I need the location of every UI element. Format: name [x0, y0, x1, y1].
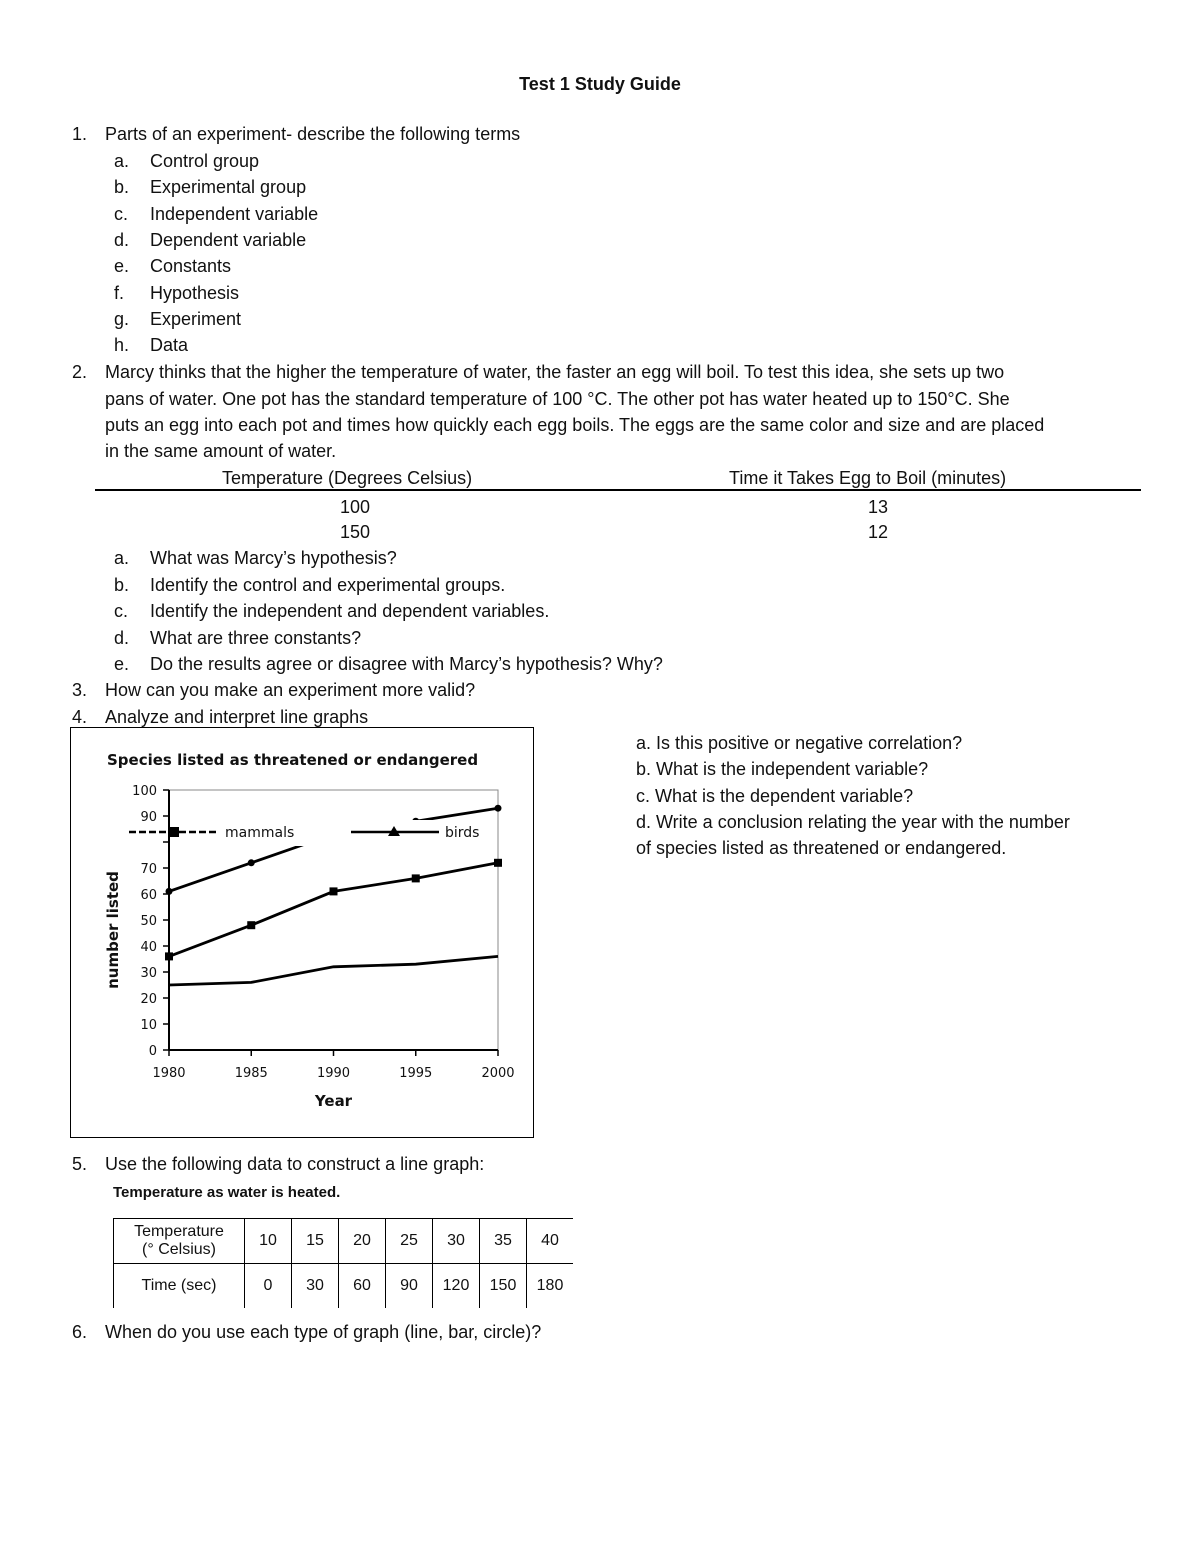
table-row-label: Time (sec)	[114, 1264, 245, 1309]
q4-side-question: d. Write a conclusion relating the year with the number	[636, 812, 1070, 832]
temp-label-line-1: Temperature	[134, 1223, 224, 1240]
q6-text: When do you use each type of graph (line, bar, circle)?	[105, 1322, 542, 1342]
q1-item-text: Control group	[150, 151, 260, 171]
temp-label-line-2: (° Celsius)	[142, 1241, 216, 1258]
table-cell: 90	[386, 1264, 433, 1309]
y-tick-label: 100	[132, 784, 157, 799]
egg-table-header-temp: Temperature (Degrees Celsius)	[222, 468, 473, 488]
y-tick-label: 10	[140, 1018, 157, 1033]
q3-text: How can you make an experiment more valid?	[105, 680, 476, 700]
q1-item-text: Hypothesis	[150, 282, 240, 303]
q1-item-text: Independent variable	[150, 203, 319, 224]
q4-side-question: of species listed as threatened or endangered.	[636, 838, 1007, 858]
q6-number: 6.	[72, 1322, 88, 1342]
table-row	[114, 1264, 574, 1309]
series-point	[495, 805, 502, 812]
table-cell: 10	[245, 1219, 292, 1264]
table-cell: 0	[245, 1264, 292, 1309]
y-tick-label: 0	[148, 1044, 157, 1059]
table-row-label	[114, 1219, 245, 1264]
y-tick-label: 70	[140, 862, 157, 877]
q4-side-question: b. What is the independent variable?	[636, 759, 929, 779]
series-line-2	[169, 863, 498, 957]
x-tick-label: 1995	[399, 1066, 433, 1081]
q2-item-letter: a.	[114, 548, 130, 568]
egg-table-cell: 12	[868, 522, 889, 542]
table-cell: 180	[527, 1264, 574, 1309]
series-point	[248, 859, 255, 866]
q1-item-letter: f.	[114, 282, 125, 303]
q1-item-text: Dependent variable	[150, 229, 307, 250]
series-line-3	[169, 956, 498, 985]
q4-text: Analyze and interpret line graphs	[105, 707, 369, 727]
egg-table-header-time: Time it Takes Egg to Boil (minutes)	[729, 468, 1007, 488]
temperature-data-table	[113, 1218, 573, 1308]
chart-title: Species listed as threatened or endangered	[107, 751, 479, 769]
q2-item-letter: c.	[114, 601, 129, 621]
x-tick-label: 1985	[234, 1066, 268, 1081]
legend-marker-mammals	[169, 827, 179, 837]
y-tick-label: 50	[140, 914, 157, 929]
table-cell: 120	[433, 1264, 480, 1309]
y-tick-label: 20	[140, 992, 157, 1007]
q1-item-letter: c.	[114, 203, 129, 224]
q2-line-3: puts an egg into each pot and times how quickly each egg boils. The eggs are the same color and size and are placed	[105, 415, 1045, 435]
legend-label-mammals: mammals	[225, 825, 295, 841]
egg-table-rule	[95, 489, 1141, 491]
series-point	[247, 921, 255, 929]
q1-item-letter: a.	[114, 151, 130, 171]
series-point	[165, 952, 173, 960]
q2-line-2: pans of water. One pot has the standard temperature of 100 °C. The other pot has water heated up to 150°C. She	[105, 389, 1010, 409]
q5-text: Use the following data to construct a line graph:	[105, 1154, 485, 1174]
x-tick-label: 1990	[316, 1066, 351, 1081]
table-cell: 25	[386, 1219, 433, 1264]
q5-number: 5.	[72, 1154, 88, 1174]
table-cell: 30	[292, 1264, 339, 1309]
q2-item-letter: b.	[114, 574, 130, 595]
q3-number: 3.	[72, 680, 88, 700]
y-axis-label: number listed	[104, 871, 122, 989]
q2-line-1: Marcy thinks that the higher the temperature of water, the faster an egg will boil. To test this idea, she sets up two	[105, 362, 1005, 382]
q4-number: 4.	[72, 707, 88, 727]
q1-text: Parts of an experiment- describe the following terms	[105, 124, 521, 144]
q1-item-letter: e.	[114, 256, 130, 277]
q1-item-letter: h.	[114, 335, 130, 356]
table-cell: 20	[339, 1219, 386, 1264]
legend-label-birds: birds	[445, 825, 480, 841]
x-tick-label: 2000	[481, 1066, 515, 1081]
table-cell: 150	[480, 1264, 527, 1309]
q2-item-text: Identify the control and experimental groups.	[150, 574, 506, 595]
table-cell: 35	[480, 1219, 527, 1264]
q2-item-text: What are three constants?	[150, 627, 362, 648]
q1-item-letter: b.	[114, 177, 130, 198]
table-cell: 40	[527, 1219, 574, 1264]
q1-item-text: Data	[150, 335, 189, 356]
q4-side-question: c. What is the dependent variable?	[636, 786, 914, 806]
series-point	[494, 859, 502, 867]
y-tick-label: 60	[140, 888, 157, 903]
series-point	[412, 874, 420, 882]
q1-number: 1.	[72, 124, 88, 144]
q4-side-question: a. Is this positive or negative correlation?	[636, 733, 963, 753]
table-cell: 60	[339, 1264, 386, 1309]
q2-item-text: What was Marcy’s hypothesis?	[150, 548, 397, 568]
q2-item-text: Identify the independent and dependent variables.	[150, 601, 550, 621]
q1-item-letter: d.	[114, 229, 130, 250]
table-cell: 15	[292, 1219, 339, 1264]
table-cell: 30	[433, 1219, 480, 1264]
egg-table-cell: 13	[868, 497, 889, 517]
temp-table-title: Temperature as water is heated.	[113, 1184, 341, 1201]
egg-table-cell: 100	[340, 497, 371, 517]
table-row	[114, 1219, 574, 1264]
egg-table-cell: 150	[340, 522, 371, 542]
q1-item-text: Constants	[150, 256, 232, 277]
q2-item-text: Do the results agree or disagree with Marcy’s hypothesis? Why?	[150, 654, 663, 674]
series-point	[330, 887, 338, 895]
q1-item-text: Experiment	[150, 308, 242, 329]
q1-item-text: Experimental group	[150, 177, 307, 198]
q2-item-letter: d.	[114, 627, 130, 648]
q2-number: 2.	[72, 362, 88, 382]
series-point	[166, 888, 173, 895]
q2-line-4: in the same amount of water.	[105, 441, 337, 461]
q2-item-letter: e.	[114, 654, 130, 674]
y-tick-label: 40	[140, 940, 157, 955]
x-axis-label: Year	[314, 1092, 353, 1110]
chart-svg	[71, 728, 533, 1136]
y-tick-label: 90	[140, 810, 157, 825]
y-tick-label: 30	[140, 966, 157, 981]
x-tick-label: 1980	[152, 1066, 186, 1081]
species-line-chart	[70, 727, 534, 1138]
q1-item-letter: g.	[114, 308, 130, 329]
page-title: Test 1 Study Guide	[519, 74, 681, 94]
